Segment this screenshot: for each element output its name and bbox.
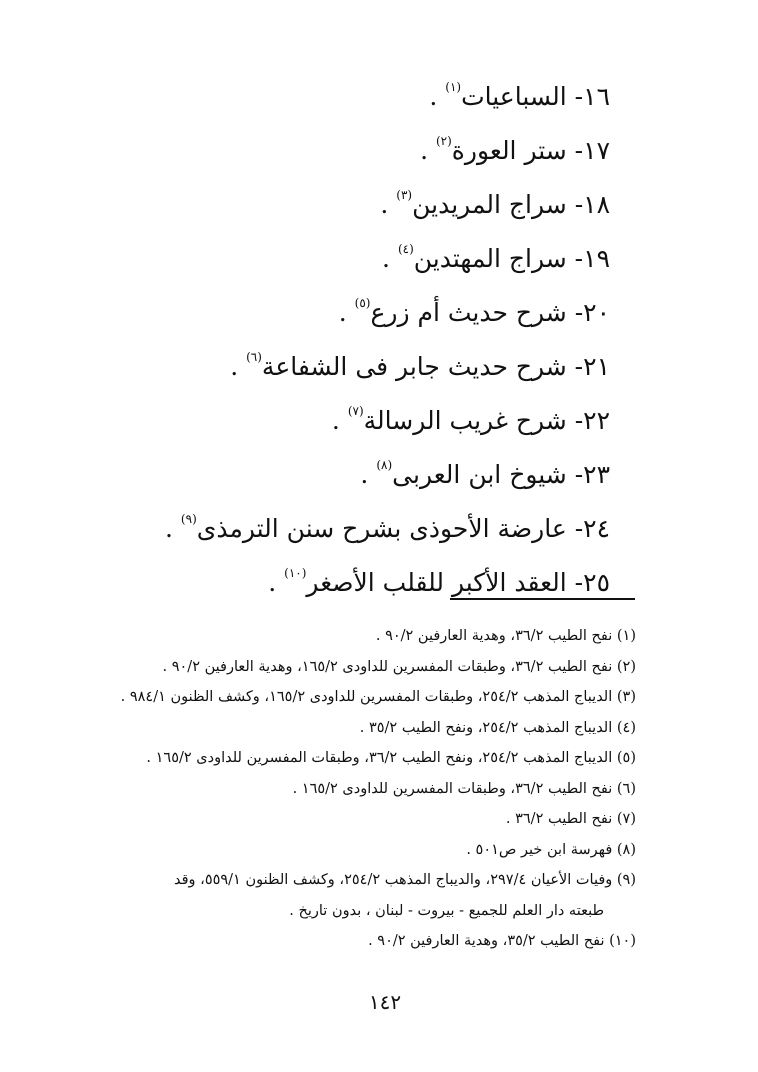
footnote-ref[interactable]: (٩)	[180, 512, 197, 526]
footnote: (٤) الديباج المذهب ٢٥٤/٢، ونفح الطيب ٣٥/٢ .	[359, 719, 636, 736]
footnote-ref[interactable]: (٤)	[397, 242, 414, 256]
footnote-ref[interactable]: (١)	[445, 80, 462, 94]
page-number: ١٤٢	[368, 990, 402, 1014]
list-item: ٢٤- عارضة الأحوذى بشرح سنن الترمذى$^{(٩)}$ .	[165, 512, 610, 543]
footnote-ref[interactable]: (١٠)	[284, 566, 307, 580]
list-item: ٢٣- شيوخ ابن العربى$^{(٨)}$ .	[360, 458, 610, 489]
footnote: (٥) الديباج المذهب ٢٥٤/٢، ونفح الطيب ٣٦/٢، وطبقات المفسرين للداودى ١٦٥/٢ .	[146, 750, 636, 766]
list-item: ٢٥- العقد الأكبر للقلب الأصغر$^{(١٠)}$ .	[268, 566, 610, 597]
footnote: (٢) نفح الطيب ٣٦/٢، وطبقات المفسرين للداودى ١٦٥/٢، وهدية العارفين ٩٠/٢ .	[162, 658, 636, 675]
footnote: (٩) وفيات الأعيان ٢٩٧/٤، والديباج المذهب ٢٥٤/٢، وكشف الظنون ٥٥٩/١، وقد	[173, 872, 636, 888]
list-item: ١٨- سراج المريدين$^{(٣)}$ .	[380, 188, 610, 219]
footnote-ref[interactable]: (٣)	[396, 188, 413, 202]
list-item: ٢٢- شرح غريب الرسالة$^{(٧)}$ .	[331, 404, 610, 435]
footnote-ref[interactable]: (٥)	[354, 296, 371, 310]
footnote-ref[interactable]: (٦)	[246, 350, 262, 364]
list-item: ١٦- السباعيات$^{(١)}$ .	[429, 80, 610, 111]
list-item: ١٧- ستر العورة$^{(٢)}$ .	[420, 134, 610, 165]
list-item: ١٩- سراج المهتدين$^{(٤)}$ .	[382, 242, 610, 273]
footnote-ref[interactable]: (٢)	[435, 134, 452, 148]
footnotes	[76, 621, 636, 957]
footnote: (٦) نفح الطيب ٣٦/٢، وطبقات المفسرين للداودى ١٦٥/٢ .	[292, 780, 636, 797]
footnote: (١) نفح الطيب ٣٦/٢، وهدية العارفين ٩٠/٢ .	[375, 628, 636, 644]
footnote-continuation: طبعته دار العلم للجميع - بيروت - لبنان ، بدون تاريخ .	[289, 902, 604, 919]
footnote: (٧) نفح الطيب ٣٦/٢ .	[505, 811, 636, 827]
footnote: (٣) الديباج المذهب ٢٥٤/٢، وطبقات المفسرين للداودى ١٦٥/٢، وكشف الظنون ٩٨٤/١ .	[120, 689, 636, 705]
works-list	[90, 60, 610, 600]
footnote-ref[interactable]: (٨)	[376, 458, 393, 472]
list-item: ٢٠- شرح حديث أم زرع$^{(٥)}$ .	[338, 296, 610, 327]
footnote: (٨) فهرسة ابن خير ص٥٠١ .	[466, 841, 636, 858]
footnote: (١٠) نفح الطيب ٣٥/٢، وهدية العارفين ٩٠/٢ .	[368, 933, 636, 949]
footnote-ref[interactable]: (٧)	[347, 404, 364, 418]
footnote-divider	[450, 598, 635, 600]
list-item: ٢١- شرح حديث جابر فى الشفاعة$^{(٦)}$ .	[230, 350, 610, 381]
